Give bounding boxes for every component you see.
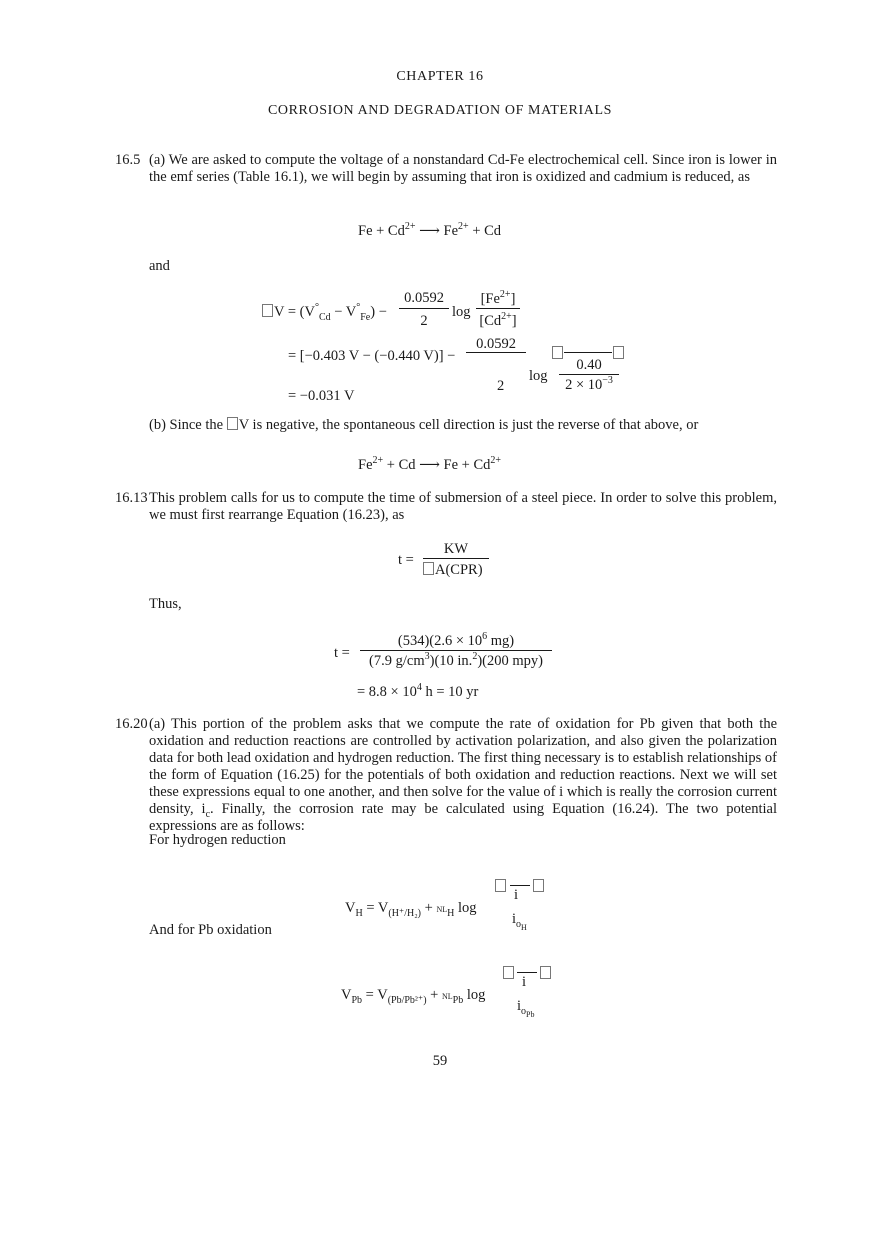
problem-number-16-5: 16.5 bbox=[115, 152, 141, 168]
problem-number-16-20: 16.20 bbox=[115, 716, 148, 732]
problem-16-5-intro: (a) We are asked to compute the voltage of a nonstandard Cd-Fe electrochemical cell. Since iron is lower in the emf series (Table 16.1), we will begin by assuming that iron is oxidized and cadmium is reduced, as bbox=[149, 152, 777, 185]
hydrogen-log-numerator: i bbox=[514, 887, 519, 903]
fraction-bar bbox=[466, 352, 526, 353]
part-b-text: (b) Since the V is negative, the spontaneous cell direction is just the reverse of that above, or bbox=[149, 417, 699, 433]
for-hydrogen-text: For hydrogen reduction bbox=[149, 832, 286, 848]
frac-2-denominator: 2 bbox=[497, 378, 505, 394]
rho-symbol-icon bbox=[423, 562, 434, 575]
beta-symbol: NL bbox=[436, 905, 448, 914]
calc-numerator: $(534)(2.6 \times 10^6$ mg) bbox=[397, 631, 515, 649]
equation-line-3: = −0.031 V bbox=[288, 388, 355, 404]
reaction-arrow: ⟶ bbox=[419, 223, 440, 239]
page-number: 59 bbox=[432, 1053, 448, 1069]
equation-line-2: = [−0.403 V − (−0.440 V)] − bbox=[288, 348, 456, 364]
and-text: and bbox=[149, 258, 170, 274]
fraction-bar bbox=[510, 885, 530, 886]
and-pb-text: And for Pb oxidation bbox=[149, 922, 272, 938]
problem-number-16-13: 16.13 bbox=[115, 490, 148, 506]
fraction-bar bbox=[399, 308, 449, 309]
frac-1-numerator: 0.0592 bbox=[404, 290, 444, 306]
reaction-arrow: ⟶ bbox=[419, 457, 440, 473]
fraction-bar bbox=[476, 308, 520, 309]
frac-2-numerator: 0.0592 bbox=[476, 336, 516, 352]
bracket-left-icon bbox=[495, 879, 506, 892]
log-1-numerator: $[Fe^{2+}]$ bbox=[480, 289, 516, 307]
bracket-right-icon bbox=[540, 966, 551, 979]
fraction-bar bbox=[517, 972, 537, 973]
beta-symbol: NL bbox=[441, 992, 453, 1001]
reaction-2: $Fe^{2+} + Cd$ ⟶ $Fe + Cd^{2+}$ bbox=[358, 455, 502, 473]
lead-equation: $V_{Pb} = V_{(Pb/Pb^{2+})} + NL_{Pb}$ log bbox=[341, 987, 486, 1006]
reaction-1: $Fe + Cd^{2+}$ ⟶ $Fe^{2+} + Cd$ bbox=[358, 221, 502, 239]
log-2-denominator: $2 \times 10^{-3}$ bbox=[565, 375, 613, 393]
kw-numerator: KW bbox=[443, 541, 469, 557]
chapter-title: CORROSION AND DEGRADATION OF MATERIALS bbox=[267, 103, 613, 118]
chapter-heading: CHAPTER 16 bbox=[396, 69, 484, 84]
fraction-bar bbox=[423, 558, 489, 559]
log-2: log bbox=[529, 368, 548, 384]
bracket-left-icon bbox=[503, 966, 514, 979]
log-1: log bbox=[452, 304, 471, 320]
thus-text: Thus, bbox=[149, 596, 182, 612]
delta-v-equation: $V = (V^\circ_{Cd} - V^\circ_{Fe})$ − bbox=[262, 304, 387, 321]
problem-16-13-text: This problem calls for us to compute the time of submersion of a steel piece. In order to solve this problem, we must first rearrange Equation (16.23), as bbox=[149, 490, 777, 523]
delta-symbol-icon bbox=[227, 417, 238, 430]
hydrogen-equation: $V_H = V_{(H^+/H_2)} + NL_H$ log bbox=[345, 900, 477, 919]
log-2-numerator: 0.40 bbox=[576, 357, 602, 373]
calc-denominator: (7.9 $g/cm^3)(10$ in.$^2$)(200 mpy) bbox=[369, 651, 543, 669]
bracket-right-icon bbox=[533, 879, 544, 892]
fraction-bar bbox=[360, 650, 552, 651]
lead-log-denominator: $i_{o_{Pb}}$ bbox=[517, 998, 535, 1019]
bracket-line bbox=[564, 352, 612, 353]
time-result: = $8.8 \times 10^4$ h = 10 yr bbox=[357, 682, 479, 700]
hydrogen-log-denominator: $i_{o_H}$ bbox=[512, 911, 527, 932]
log-1-denominator: $[Cd^{2+}]$ bbox=[479, 311, 517, 329]
t-label-2: t = bbox=[334, 645, 350, 661]
kw-denominator: A(CPR) bbox=[423, 562, 493, 579]
delta-symbol-icon bbox=[262, 304, 273, 317]
t-label: t = bbox=[398, 552, 414, 568]
frac-1-denominator: 2 bbox=[420, 313, 428, 329]
problem-16-20-text: (a) This portion of the problem asks that we compute the rate of oxidation for Pb given that both the oxidation and reduction reactions are controlled by activation polarization, and also given the polarization data for both lead oxidation and hydrogen reduction. The first thing necessary is to establish relationships of the form of Equation (16.25) for the potentials of both oxidation and reduction reactions. Next we will set these expressions equal to one another, and then solve for the value of i which is really the corrosion current density, $i_c$. Finally, the corrosion rate may be calculated using Equation (16.24). The two potential expressions are as follows: bbox=[149, 716, 777, 834]
lead-log-numerator: i bbox=[522, 974, 527, 990]
